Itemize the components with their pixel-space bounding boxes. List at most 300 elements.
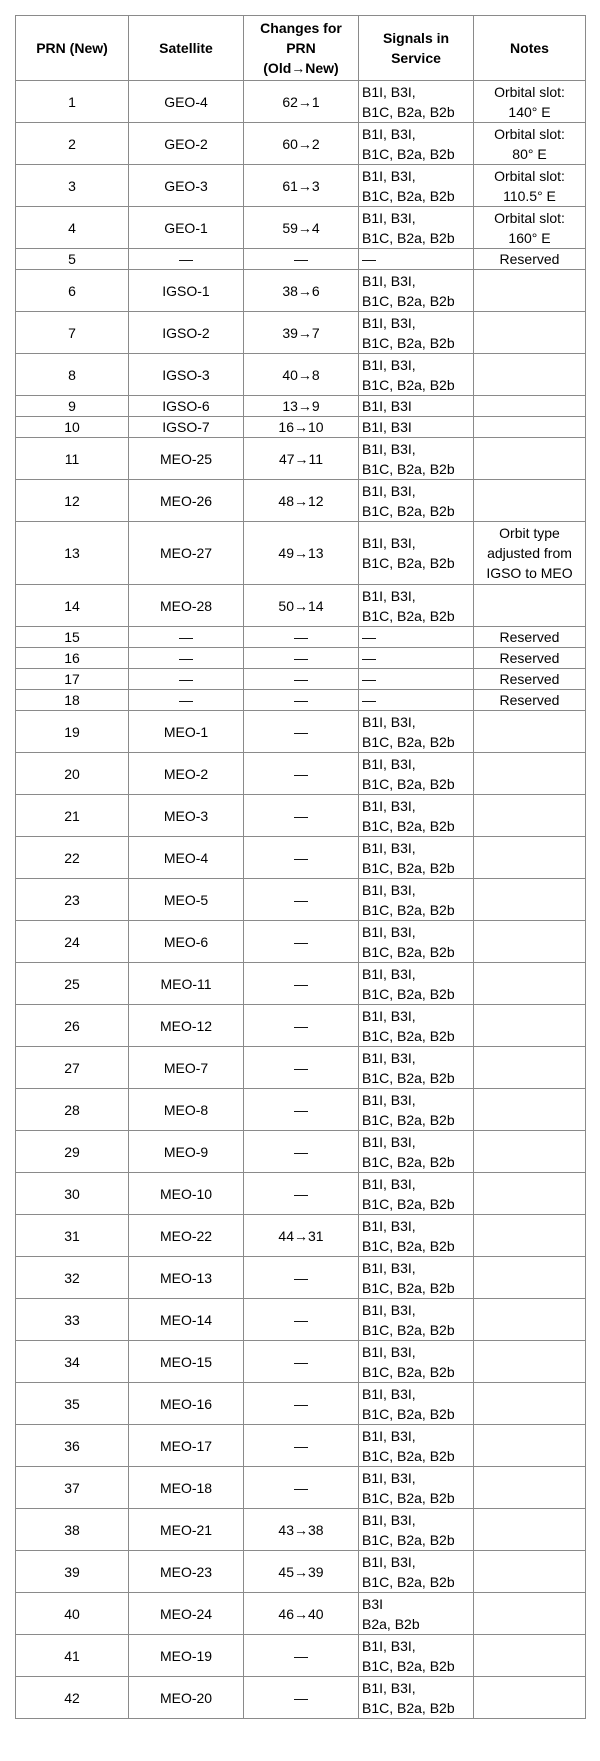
table-row xyxy=(16,81,586,123)
cell-prn: 11 xyxy=(16,438,129,480)
cell-satellite: MEO-15 xyxy=(129,1341,244,1383)
cell-signals xyxy=(359,396,474,417)
cell-notes xyxy=(474,207,586,249)
cell-changes: 46→40 xyxy=(244,1593,359,1635)
signal-line: B1I, B3I, xyxy=(362,1343,416,1360)
signal-line: B1C, B2a, B2b xyxy=(362,817,455,834)
cell-notes xyxy=(474,1383,586,1425)
cell-signals xyxy=(359,81,474,123)
cell-signals xyxy=(359,270,474,312)
cell-prn: 31 xyxy=(16,1215,129,1257)
signal-line: B1I, B3I xyxy=(362,419,412,435)
cell-signals xyxy=(359,690,474,711)
signal-line: B1I, B3I, xyxy=(362,1217,416,1234)
cell-changes: — xyxy=(244,795,359,837)
cell-satellite: IGSO-1 xyxy=(129,270,244,312)
cell-notes xyxy=(474,165,586,207)
cell-satellite: IGSO-3 xyxy=(129,354,244,396)
cell-prn: 25 xyxy=(16,963,129,1005)
cell-signals xyxy=(359,1425,474,1467)
cell-changes: 48→12 xyxy=(244,480,359,522)
table-row xyxy=(16,1551,586,1593)
signal-line: B1C, B2a, B2b xyxy=(362,943,455,960)
cell-notes xyxy=(474,522,586,585)
note-line: Orbital slot: xyxy=(494,209,565,226)
cell-satellite: MEO-26 xyxy=(129,480,244,522)
signal-line: B1I, B3I, xyxy=(362,1511,416,1528)
cell-satellite: MEO-4 xyxy=(129,837,244,879)
cell-notes xyxy=(474,123,586,165)
signal-line: B1C, B2a, B2b xyxy=(362,1657,455,1674)
cell-changes: — xyxy=(244,1467,359,1509)
signal-line: B1I, B3I, xyxy=(362,1133,416,1150)
cell-signals xyxy=(359,1467,474,1509)
cell-prn: 13 xyxy=(16,522,129,585)
cell-satellite: MEO-23 xyxy=(129,1551,244,1593)
table-row xyxy=(16,249,586,270)
signal-line: B1I, B3I, xyxy=(362,314,416,331)
cell-notes xyxy=(474,396,586,417)
cell-notes xyxy=(474,438,586,480)
signal-line: B1C, B2a, B2b xyxy=(362,1321,455,1338)
signal-line: B1I, B3I, xyxy=(362,167,416,184)
cell-prn: 22 xyxy=(16,837,129,879)
cell-changes: — xyxy=(244,1635,359,1677)
cell-prn: 3 xyxy=(16,165,129,207)
cell-changes: — xyxy=(244,1257,359,1299)
cell-prn: 2 xyxy=(16,123,129,165)
cell-signals xyxy=(359,249,474,270)
cell-prn: 38 xyxy=(16,1509,129,1551)
cell-signals xyxy=(359,522,474,585)
cell-notes xyxy=(474,1677,586,1719)
note-line: Reserved xyxy=(499,629,560,645)
cell-satellite: MEO-9 xyxy=(129,1131,244,1173)
cell-satellite: MEO-14 xyxy=(129,1299,244,1341)
cell-satellite: MEO-12 xyxy=(129,1005,244,1047)
cell-notes xyxy=(474,1341,586,1383)
cell-changes: — xyxy=(244,1425,359,1467)
cell-prn: 36 xyxy=(16,1425,129,1467)
cell-changes: 61→3 xyxy=(244,165,359,207)
signal-line: — xyxy=(362,251,376,267)
cell-prn: 12 xyxy=(16,480,129,522)
cell-prn: 15 xyxy=(16,627,129,648)
cell-prn: 8 xyxy=(16,354,129,396)
signal-line: B1I, B3I, xyxy=(362,965,416,982)
cell-satellite: MEO-21 xyxy=(129,1509,244,1551)
cell-notes xyxy=(474,1551,586,1593)
cell-signals xyxy=(359,795,474,837)
cell-satellite: MEO-10 xyxy=(129,1173,244,1215)
cell-notes xyxy=(474,1299,586,1341)
cell-prn: 29 xyxy=(16,1131,129,1173)
cell-prn: 23 xyxy=(16,879,129,921)
signal-line: B1C, B2a, B2b xyxy=(362,607,455,624)
signal-line: B1I, B3I, xyxy=(362,923,416,940)
cell-signals xyxy=(359,669,474,690)
note-line: Orbital slot: xyxy=(494,83,565,100)
note-line: Reserved xyxy=(499,650,560,666)
cell-prn: 10 xyxy=(16,417,129,438)
cell-prn: 14 xyxy=(16,585,129,627)
cell-notes xyxy=(474,417,586,438)
table-row xyxy=(16,795,586,837)
cell-signals xyxy=(359,753,474,795)
signal-line: B1C, B2a, B2b xyxy=(362,1069,455,1086)
cell-satellite: GEO-4 xyxy=(129,81,244,123)
signal-line: B1I, B3I, xyxy=(362,587,416,604)
cell-prn: 1 xyxy=(16,81,129,123)
cell-notes xyxy=(474,1635,586,1677)
cell-changes: 47→11 xyxy=(244,438,359,480)
signal-line: B1I, B3I, xyxy=(362,1553,416,1570)
header-notes: Notes xyxy=(474,16,586,81)
cell-prn: 18 xyxy=(16,690,129,711)
cell-signals xyxy=(359,1593,474,1635)
cell-signals xyxy=(359,585,474,627)
signal-line: B1I, B3I, xyxy=(362,83,416,100)
cell-notes xyxy=(474,690,586,711)
table-row xyxy=(16,585,586,627)
signal-line: B1C, B2a, B2b xyxy=(362,229,455,246)
cell-satellite: IGSO-2 xyxy=(129,312,244,354)
cell-prn: 19 xyxy=(16,711,129,753)
cell-satellite: MEO-11 xyxy=(129,963,244,1005)
note-line: 110.5° E xyxy=(503,187,556,204)
cell-changes: — xyxy=(244,1047,359,1089)
cell-changes: — xyxy=(244,921,359,963)
cell-prn: 41 xyxy=(16,1635,129,1677)
table-row xyxy=(16,1299,586,1341)
cell-satellite: MEO-7 xyxy=(129,1047,244,1089)
cell-signals xyxy=(359,1551,474,1593)
cell-satellite: IGSO-7 xyxy=(129,417,244,438)
cell-signals xyxy=(359,963,474,1005)
table-row xyxy=(16,753,586,795)
signal-line: B1I, B3I, xyxy=(362,440,416,457)
cell-satellite: IGSO-6 xyxy=(129,396,244,417)
signal-line: B1C, B2a, B2b xyxy=(362,460,455,477)
cell-signals xyxy=(359,417,474,438)
cell-signals xyxy=(359,921,474,963)
note-line: Reserved xyxy=(499,671,560,687)
cell-signals xyxy=(359,837,474,879)
cell-changes: 16→10 xyxy=(244,417,359,438)
table-row xyxy=(16,921,586,963)
signal-line: B1C, B2a, B2b xyxy=(362,1195,455,1212)
cell-notes xyxy=(474,711,586,753)
signal-line: B1I, B3I, xyxy=(362,1007,416,1024)
cell-notes xyxy=(474,648,586,669)
cell-notes xyxy=(474,795,586,837)
prn-table xyxy=(15,15,586,1719)
cell-notes xyxy=(474,585,586,627)
cell-changes: — xyxy=(244,627,359,648)
cell-changes: — xyxy=(244,837,359,879)
cell-notes xyxy=(474,1215,586,1257)
cell-notes xyxy=(474,312,586,354)
cell-satellite: MEO-20 xyxy=(129,1677,244,1719)
signal-line: B1C, B2a, B2b xyxy=(362,1237,455,1254)
cell-notes xyxy=(474,1509,586,1551)
table-row xyxy=(16,1467,586,1509)
table-row xyxy=(16,1089,586,1131)
note-line: Orbit type xyxy=(499,525,560,541)
cell-changes: 38→6 xyxy=(244,270,359,312)
signal-line: — xyxy=(362,650,376,666)
cell-notes xyxy=(474,921,586,963)
table-row xyxy=(16,669,586,690)
signal-line: B1I, B3I, xyxy=(362,881,416,898)
cell-prn: 32 xyxy=(16,1257,129,1299)
note-line: adjusted from xyxy=(487,545,572,561)
table-row xyxy=(16,396,586,417)
cell-satellite: MEO-27 xyxy=(129,522,244,585)
cell-changes: — xyxy=(244,753,359,795)
table-row xyxy=(16,1005,586,1047)
cell-satellite: — xyxy=(129,669,244,690)
signal-line: B1C, B2a, B2b xyxy=(362,1027,455,1044)
cell-changes: — xyxy=(244,963,359,1005)
cell-notes xyxy=(474,1131,586,1173)
cell-satellite: MEO-17 xyxy=(129,1425,244,1467)
cell-changes: — xyxy=(244,690,359,711)
cell-satellite: MEO-18 xyxy=(129,1467,244,1509)
cell-prn: 17 xyxy=(16,669,129,690)
cell-prn: 33 xyxy=(16,1299,129,1341)
cell-signals xyxy=(359,1089,474,1131)
signal-line: B1I, B3I, xyxy=(362,1427,416,1444)
cell-notes xyxy=(474,81,586,123)
table-row xyxy=(16,1509,586,1551)
signal-line: B1C, B2a, B2b xyxy=(362,292,455,309)
signal-line: B3I xyxy=(362,1595,384,1612)
cell-signals xyxy=(359,312,474,354)
table-row xyxy=(16,480,586,522)
cell-satellite: MEO-25 xyxy=(129,438,244,480)
cell-satellite: GEO-2 xyxy=(129,123,244,165)
cell-prn: 42 xyxy=(16,1677,129,1719)
signal-line: B2a, B2b xyxy=(362,1615,420,1632)
cell-notes xyxy=(474,354,586,396)
cell-changes: — xyxy=(244,879,359,921)
cell-prn: 39 xyxy=(16,1551,129,1593)
cell-signals xyxy=(359,1257,474,1299)
table-row xyxy=(16,270,586,312)
cell-prn: 5 xyxy=(16,249,129,270)
cell-changes: 43→38 xyxy=(244,1509,359,1551)
cell-changes: — xyxy=(244,1383,359,1425)
note-line: Orbital slot: xyxy=(494,125,565,142)
signal-line: B1C, B2a, B2b xyxy=(362,1279,455,1296)
cell-changes: 13→9 xyxy=(244,396,359,417)
signal-line: B1I, B3I, xyxy=(362,1175,416,1192)
table-row xyxy=(16,963,586,1005)
cell-satellite: MEO-24 xyxy=(129,1593,244,1635)
signal-line: B1I, B3I, xyxy=(362,209,416,226)
cell-prn: 16 xyxy=(16,648,129,669)
cell-signals xyxy=(359,165,474,207)
header-prn: PRN (New) xyxy=(16,16,129,81)
signal-line: B1I, B3I, xyxy=(362,1049,416,1066)
table-row xyxy=(16,1131,586,1173)
signal-line: B1C, B2a, B2b xyxy=(362,901,455,918)
cell-signals xyxy=(359,1173,474,1215)
cell-satellite: MEO-22 xyxy=(129,1215,244,1257)
cell-notes xyxy=(474,963,586,1005)
cell-changes: 49→13 xyxy=(244,522,359,585)
signal-line: B1C, B2a, B2b xyxy=(362,859,455,876)
cell-changes: — xyxy=(244,1299,359,1341)
table-row xyxy=(16,522,586,585)
cell-changes: — xyxy=(244,249,359,270)
table-row xyxy=(16,627,586,648)
signal-line: B1C, B2a, B2b xyxy=(362,1573,455,1590)
cell-changes: — xyxy=(244,648,359,669)
cell-prn: 37 xyxy=(16,1467,129,1509)
table-row xyxy=(16,1173,586,1215)
table-row xyxy=(16,1635,586,1677)
cell-prn: 20 xyxy=(16,753,129,795)
cell-notes xyxy=(474,1005,586,1047)
header-row xyxy=(16,16,586,81)
header-signals: Signals in Service xyxy=(359,16,474,81)
cell-notes xyxy=(474,249,586,270)
cell-satellite: — xyxy=(129,690,244,711)
signal-line: — xyxy=(362,629,376,645)
cell-notes xyxy=(474,753,586,795)
table-row xyxy=(16,711,586,753)
cell-signals xyxy=(359,1677,474,1719)
cell-notes xyxy=(474,1089,586,1131)
signal-line: B1C, B2a, B2b xyxy=(362,1531,455,1548)
signal-line: B1I, B3I, xyxy=(362,1091,416,1108)
cell-changes: — xyxy=(244,1131,359,1173)
table-body xyxy=(16,81,586,1719)
signal-line: B1I, B3I, xyxy=(362,713,416,730)
cell-changes: 50→14 xyxy=(244,585,359,627)
cell-satellite: — xyxy=(129,249,244,270)
table-row xyxy=(16,1677,586,1719)
signal-line: B1I, B3I, xyxy=(362,482,416,499)
cell-signals xyxy=(359,438,474,480)
cell-satellite: MEO-28 xyxy=(129,585,244,627)
signal-line: B1I, B3I, xyxy=(362,1469,416,1486)
signal-line: — xyxy=(362,671,376,687)
cell-prn: 34 xyxy=(16,1341,129,1383)
cell-satellite: MEO-19 xyxy=(129,1635,244,1677)
cell-prn: 27 xyxy=(16,1047,129,1089)
signal-line: B1C, B2a, B2b xyxy=(362,187,455,204)
signal-line: B1C, B2a, B2b xyxy=(362,1489,455,1506)
cell-notes xyxy=(474,879,586,921)
cell-changes: 62→1 xyxy=(244,81,359,123)
table-row xyxy=(16,837,586,879)
cell-signals xyxy=(359,1047,474,1089)
signal-line: B1I, B3I, xyxy=(362,839,416,856)
signal-line: B1C, B2a, B2b xyxy=(362,1699,455,1716)
cell-notes xyxy=(474,1047,586,1089)
table-row xyxy=(16,438,586,480)
cell-signals xyxy=(359,1131,474,1173)
cell-prn: 4 xyxy=(16,207,129,249)
cell-notes xyxy=(474,1257,586,1299)
cell-satellite: — xyxy=(129,627,244,648)
cell-satellite: — xyxy=(129,648,244,669)
cell-signals xyxy=(359,123,474,165)
signal-line: B1C, B2a, B2b xyxy=(362,103,455,120)
cell-notes xyxy=(474,837,586,879)
note-line: 80° E xyxy=(512,145,547,162)
signal-line: B1I, B3I, xyxy=(362,797,416,814)
table-row xyxy=(16,1593,586,1635)
cell-signals xyxy=(359,1635,474,1677)
cell-signals xyxy=(359,354,474,396)
cell-signals xyxy=(359,1509,474,1551)
cell-changes: — xyxy=(244,1677,359,1719)
cell-changes: 45→39 xyxy=(244,1551,359,1593)
table-row xyxy=(16,1383,586,1425)
cell-changes: 59→4 xyxy=(244,207,359,249)
cell-notes xyxy=(474,1593,586,1635)
table-row xyxy=(16,165,586,207)
note-line: 160° E xyxy=(508,229,551,246)
cell-prn: 21 xyxy=(16,795,129,837)
cell-changes: — xyxy=(244,669,359,690)
table-row xyxy=(16,312,586,354)
signal-line: B1C, B2a, B2b xyxy=(362,1363,455,1380)
cell-changes: 40→8 xyxy=(244,354,359,396)
cell-signals xyxy=(359,1341,474,1383)
signal-line: B1I, B3I, xyxy=(362,1301,416,1318)
cell-changes: 39→7 xyxy=(244,312,359,354)
cell-notes xyxy=(474,1173,586,1215)
table-row xyxy=(16,417,586,438)
signal-line: B1I, B3I, xyxy=(362,1259,416,1276)
cell-changes: — xyxy=(244,1173,359,1215)
signal-line: B1C, B2a, B2b xyxy=(362,376,455,393)
cell-satellite: MEO-16 xyxy=(129,1383,244,1425)
note-line: IGSO to MEO xyxy=(486,565,573,581)
signal-line: B1C, B2a, B2b xyxy=(362,555,455,571)
table-row xyxy=(16,1047,586,1089)
cell-notes xyxy=(474,627,586,648)
cell-changes: — xyxy=(244,1005,359,1047)
cell-prn: 35 xyxy=(16,1383,129,1425)
cell-notes xyxy=(474,1425,586,1467)
cell-prn: 26 xyxy=(16,1005,129,1047)
header-changes: Changes for PRN (Old→New) xyxy=(244,16,359,81)
note-line: Reserved xyxy=(499,251,560,267)
signal-line: B1C, B2a, B2b xyxy=(362,145,455,162)
signal-line: B1I, B3I, xyxy=(362,1679,416,1696)
cell-satellite: MEO-13 xyxy=(129,1257,244,1299)
table-row xyxy=(16,207,586,249)
signal-line: B1C, B2a, B2b xyxy=(362,1111,455,1128)
cell-signals xyxy=(359,1005,474,1047)
cell-prn: 30 xyxy=(16,1173,129,1215)
cell-changes: 44→31 xyxy=(244,1215,359,1257)
table-row xyxy=(16,1215,586,1257)
table-row xyxy=(16,648,586,669)
cell-satellite: GEO-3 xyxy=(129,165,244,207)
cell-signals xyxy=(359,711,474,753)
cell-satellite: MEO-2 xyxy=(129,753,244,795)
cell-satellite: GEO-1 xyxy=(129,207,244,249)
cell-satellite: MEO-1 xyxy=(129,711,244,753)
table-row xyxy=(16,1425,586,1467)
